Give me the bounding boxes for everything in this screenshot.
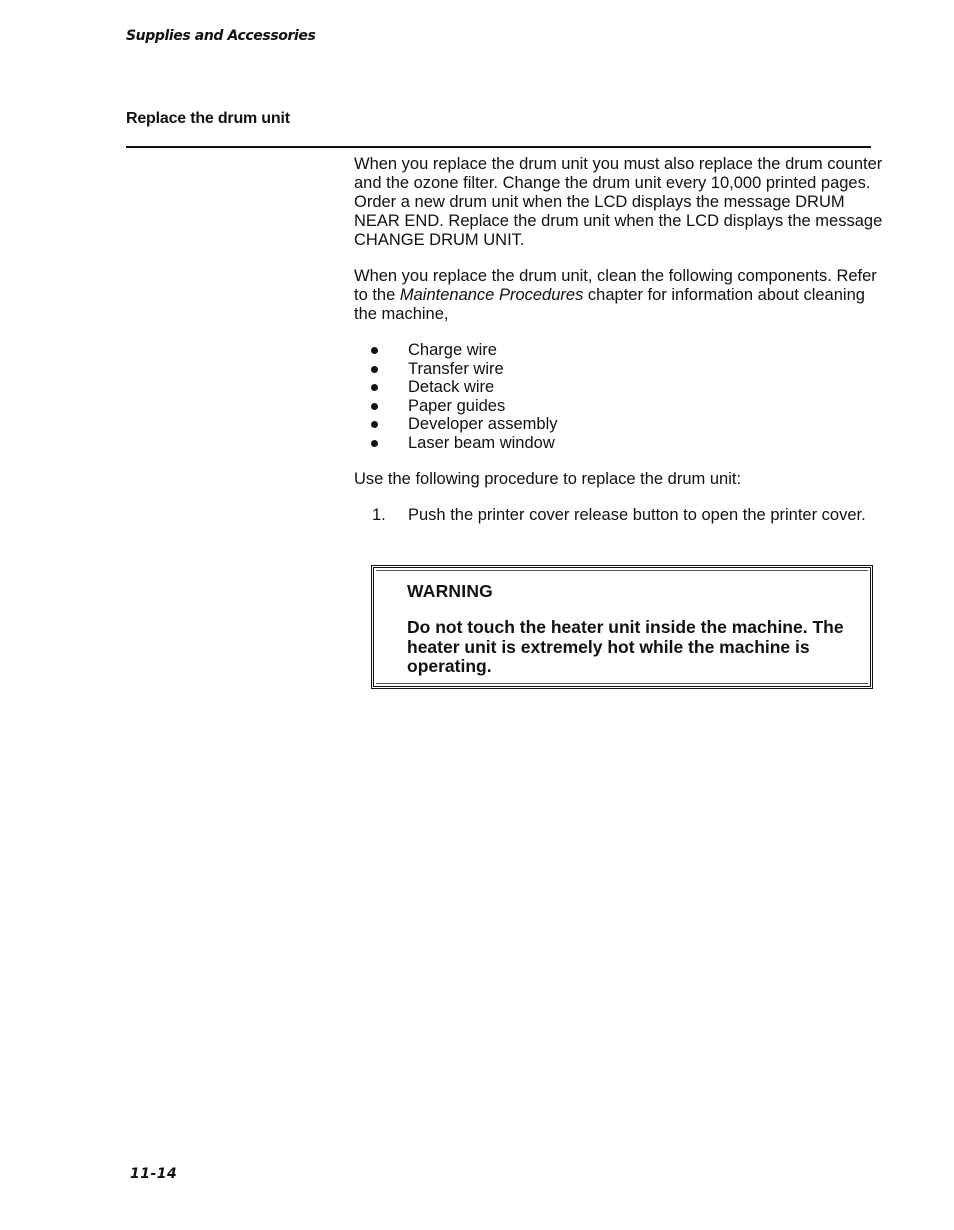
list-item-label: Laser beam window (408, 433, 555, 452)
list-item (354, 360, 884, 379)
list-item-label: Charge wire (408, 341, 497, 359)
component-list (354, 341, 884, 453)
procedure-step (354, 506, 884, 525)
bullet-icon (371, 366, 378, 373)
section-heading: Replace the drum unit (126, 110, 290, 127)
list-item (354, 397, 884, 416)
warning-text: Do not touch the heater unit inside the machine. The heater unit is extremely hot while the machine is operating. (407, 617, 844, 676)
list-item (354, 341, 884, 360)
bullet-icon (371, 384, 378, 391)
cleaning-text-end: chapter for information about cleaning the machine, (354, 286, 865, 323)
list-item (354, 434, 884, 453)
bullet-icon (371, 440, 378, 447)
chapter-reference: Maintenance Procedures (399, 286, 584, 304)
cleaning-paragraph (354, 267, 884, 324)
step-text: Push the printer cover release button to open the printer cover. (408, 505, 866, 524)
list-item-label: Transfer wire (408, 359, 504, 378)
running-header: Supplies and Accessories (126, 28, 316, 44)
list-item-label: Detack wire (408, 378, 495, 397)
step-number: 1. (372, 505, 386, 524)
intro-paragraph: When you replace the drum unit you must also replace the drum counter and the ozone filter. Change the drum unit every 10,000 printed pages. Order a new drum unit when the LCD displays the message DRUM NEAR END. Replace the drum unit when the LCD displays the message CHANGE DRUM UNIT. (354, 155, 883, 249)
cleaning-text-start: When you replace the drum unit, clean the following components. Refer to the (354, 267, 877, 304)
section-divider (126, 146, 871, 148)
procedure-steps (354, 506, 884, 525)
bullet-icon (371, 421, 378, 428)
list-item-label: Developer assembly (408, 415, 558, 434)
list-item-label: Paper guides (408, 396, 506, 415)
list-item (354, 378, 884, 397)
list-item (354, 415, 884, 434)
bullet-icon (371, 347, 378, 354)
warning-title: WARNING (407, 581, 493, 601)
procedure-intro: Use the following procedure to replace the drum unit: (354, 469, 742, 488)
page-number: 11-14 (130, 1166, 178, 1182)
body-column (354, 155, 884, 539)
warning-box (371, 565, 873, 689)
bullet-icon (371, 403, 378, 410)
